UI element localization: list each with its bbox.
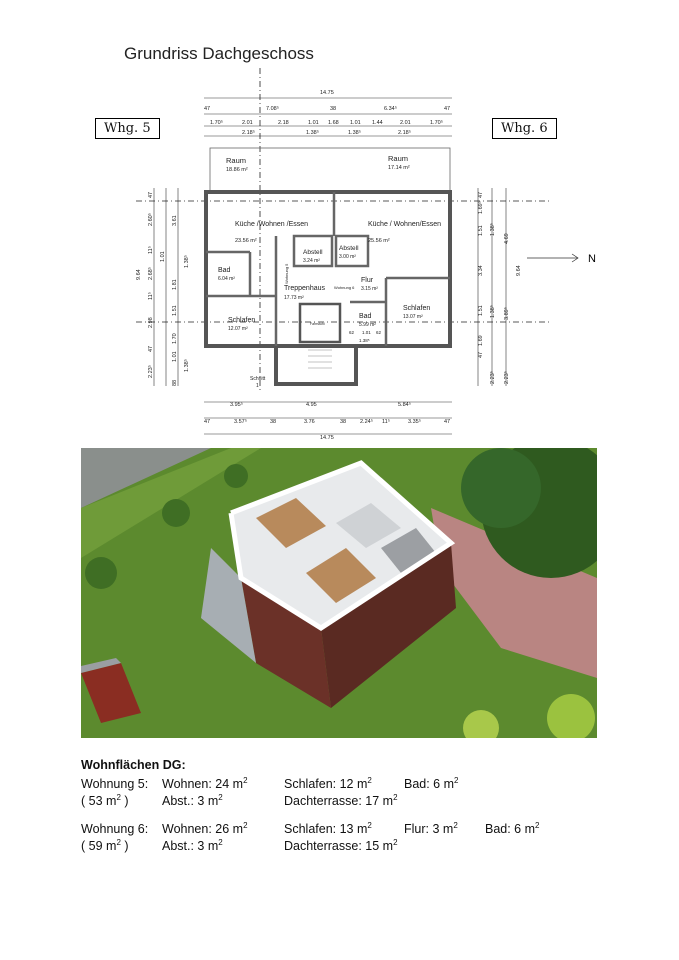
small-label: 1.38⁵ bbox=[359, 338, 370, 343]
apartment-label: Wohnung 6: bbox=[81, 822, 149, 836]
area-cell: Wohnen: 26 $m^2$ bbox=[162, 820, 248, 836]
dim-top: 47 bbox=[444, 106, 451, 112]
north-label: N bbox=[588, 253, 596, 265]
dim-left: 1.01 bbox=[160, 251, 166, 262]
dim-top: 38 bbox=[330, 106, 337, 112]
dim-top: 1.38⁵ bbox=[306, 130, 319, 136]
dim-bottom: 3.76 bbox=[304, 419, 315, 425]
room-area: 12.07 m² bbox=[228, 326, 248, 332]
apartment-total: ( 59 $m^2$ ) bbox=[81, 837, 129, 853]
dim-left: 2.68⁵ bbox=[148, 267, 154, 280]
room-name: Schlafen bbox=[228, 317, 256, 324]
dim-left: 11⁵ bbox=[148, 292, 154, 300]
dim-left: 88 bbox=[172, 379, 178, 386]
dim-right: 1.38⁵ bbox=[490, 305, 496, 318]
dim-bottom: 47 bbox=[444, 419, 451, 425]
apartment-total: ( 53 $m^2$ ) bbox=[81, 792, 129, 808]
dim-top: 1.70⁵ bbox=[430, 120, 443, 126]
dim-top: 1.01 bbox=[350, 120, 361, 126]
dim-right: 1.38⁵ bbox=[490, 223, 496, 236]
area-cell: Bad: 6 $m^2$ bbox=[485, 820, 540, 836]
room-name: Schlafen bbox=[403, 305, 431, 312]
small-label: Wohnung 6 bbox=[334, 285, 355, 290]
room-area: 3.24 m² bbox=[303, 258, 320, 264]
room-name: Treppenhaus bbox=[284, 285, 325, 292]
dim-left: 1.38⁵ bbox=[184, 359, 190, 372]
apartment-label: Wohnung 5: bbox=[81, 777, 149, 791]
small-label: Wohnung 5 bbox=[284, 263, 289, 284]
area-cell: Abst.: 3 $m^2$ bbox=[162, 792, 223, 808]
room-area: 3.00 m² bbox=[339, 254, 356, 260]
dim-top: 2.01 bbox=[242, 120, 253, 126]
room-name: Abstell bbox=[339, 245, 359, 252]
dim-left: 47 bbox=[148, 345, 154, 352]
dim-bottom: 11⁵ bbox=[382, 419, 390, 425]
dim-bottom: 3.57⁵ bbox=[234, 419, 247, 425]
area-cell: Schlafen: 12 $m^2$ bbox=[284, 775, 372, 791]
small-label: Schnitt bbox=[250, 376, 266, 382]
dim-left: 47 bbox=[148, 191, 154, 198]
dim-top: 47 bbox=[204, 106, 211, 112]
small-label: 62 bbox=[349, 330, 355, 335]
area-cell: Abst.: 3 $m^2$ bbox=[162, 837, 223, 853]
area-cell: Dachterrasse: 15 $m^2$ bbox=[284, 837, 398, 853]
dim-top: 2.18 bbox=[278, 120, 289, 126]
room-name: Bad bbox=[218, 267, 231, 274]
dim-bottom: 47 bbox=[204, 419, 211, 425]
dim-top: 1.01 bbox=[308, 120, 319, 126]
dim-left: 1.81 bbox=[172, 279, 178, 290]
apartment-tag-right: Whg. 6 bbox=[492, 118, 557, 139]
area-cell: Flur: 3 $m^2$ bbox=[404, 820, 458, 836]
dim-left-total: 9.64 bbox=[136, 269, 142, 280]
dim-top: 1.38⁵ bbox=[348, 130, 361, 136]
room-area: 6.04 m² bbox=[218, 276, 235, 282]
small-label: 1 bbox=[256, 383, 259, 389]
dim-right: 1.69⁵ bbox=[478, 201, 484, 214]
plan-title: Grundriss Dachgeschoss bbox=[124, 44, 314, 63]
dim-left: 2.23⁵ bbox=[148, 365, 154, 378]
dim-bottom: 3.35⁵ bbox=[408, 419, 421, 425]
dim-top: 7.08⁵ bbox=[266, 106, 279, 112]
room-area: 5.99 m² bbox=[359, 322, 376, 328]
dim-right: 3.34 bbox=[478, 265, 484, 276]
room-name: Raum bbox=[226, 156, 247, 165]
areas-row bbox=[81, 793, 601, 810]
room-area: 23.56 m² bbox=[235, 238, 257, 244]
dim-left: 11⁵ bbox=[148, 246, 154, 254]
dim-right: 1.51 bbox=[478, 305, 484, 316]
apartment-tag-left: Whg. 5 bbox=[95, 118, 160, 139]
dim-right: 2.23⁵ bbox=[490, 371, 496, 384]
area-cell: Dachterrasse: 17 $m^2$ bbox=[284, 792, 398, 808]
dim-bottom: 2.24⁵ bbox=[360, 419, 373, 425]
dim-right: 1.51 bbox=[478, 225, 484, 236]
room-name: Bad bbox=[359, 313, 372, 320]
dim-top: 1.68 bbox=[328, 120, 339, 126]
room-area: 3.15 m² bbox=[361, 286, 378, 292]
dim-left: 1.51 bbox=[172, 305, 178, 316]
room-area: 17.73 m² bbox=[284, 295, 304, 301]
dim-top: 2.18⁵ bbox=[242, 130, 255, 136]
dim-bottom: 38 bbox=[340, 419, 347, 425]
dim-top-total: 14.75 bbox=[320, 90, 334, 96]
small-label: 62 bbox=[376, 330, 382, 335]
dim-right: 4.69 bbox=[504, 233, 510, 244]
dim-left: 2.98 bbox=[148, 317, 154, 328]
dim-left: 2.60⁵ bbox=[148, 213, 154, 226]
area-cell: Bad: 6 $m^2$ bbox=[404, 775, 459, 791]
dim-right-total: 9.64 bbox=[516, 265, 522, 276]
dim-bottom: 3.95⁵ bbox=[230, 402, 243, 408]
areas-row bbox=[81, 821, 601, 838]
room-name: Küche /Wohnen /Essen bbox=[235, 221, 309, 228]
room-area: 25.56 m² bbox=[368, 238, 390, 244]
areas-row bbox=[81, 776, 601, 793]
dim-bottom: 5.84⁵ bbox=[398, 402, 411, 408]
room-name: Küche / Wohnen/Essen bbox=[368, 221, 442, 228]
floor-plan bbox=[80, 40, 600, 440]
room-name: Abstell bbox=[303, 249, 323, 256]
dim-bottom: 4.95 bbox=[306, 402, 317, 408]
areas-heading: Wohnflächen DG: bbox=[81, 758, 186, 772]
dim-left: 1.70 bbox=[172, 333, 178, 344]
area-cell: Wohnen: 24 $m^2$ bbox=[162, 775, 248, 791]
room-area: 13.07 m² bbox=[403, 314, 423, 320]
dim-right: 47 bbox=[478, 351, 484, 358]
areas-row bbox=[81, 838, 601, 855]
living-area-summary bbox=[81, 757, 601, 855]
area-cell: Schlafen: 13 $m^2$ bbox=[284, 820, 372, 836]
dim-right: 2.23⁵ bbox=[504, 371, 510, 384]
dim-top: 1.44 bbox=[372, 120, 383, 126]
dim-left: 1.01 bbox=[172, 351, 178, 362]
dim-top: 2.18⁵ bbox=[398, 130, 411, 136]
small-label: Fahrstuhl bbox=[310, 322, 325, 326]
dim-bottom-total: 14.75 bbox=[320, 435, 334, 440]
dim-top: 2.01 bbox=[400, 120, 411, 126]
room-area: 17.14 m² bbox=[388, 165, 410, 171]
room-name: Flur bbox=[361, 277, 374, 284]
room-area: 18.86 m² bbox=[226, 167, 248, 173]
small-label: 1.01 bbox=[362, 330, 371, 335]
dim-right: 3.89⁵ bbox=[504, 307, 510, 320]
dim-right: 47 bbox=[478, 191, 484, 198]
dim-left: 1.38⁵ bbox=[184, 255, 190, 268]
3d-render bbox=[81, 448, 597, 738]
dim-right: 1.69 bbox=[478, 335, 484, 346]
dim-bottom: 38 bbox=[270, 419, 277, 425]
dim-top: 1.70⁵ bbox=[210, 120, 223, 126]
dim-top: 6.34⁵ bbox=[384, 106, 397, 112]
room-name: Raum bbox=[388, 154, 409, 163]
dim-left: 3.61 bbox=[172, 215, 178, 226]
